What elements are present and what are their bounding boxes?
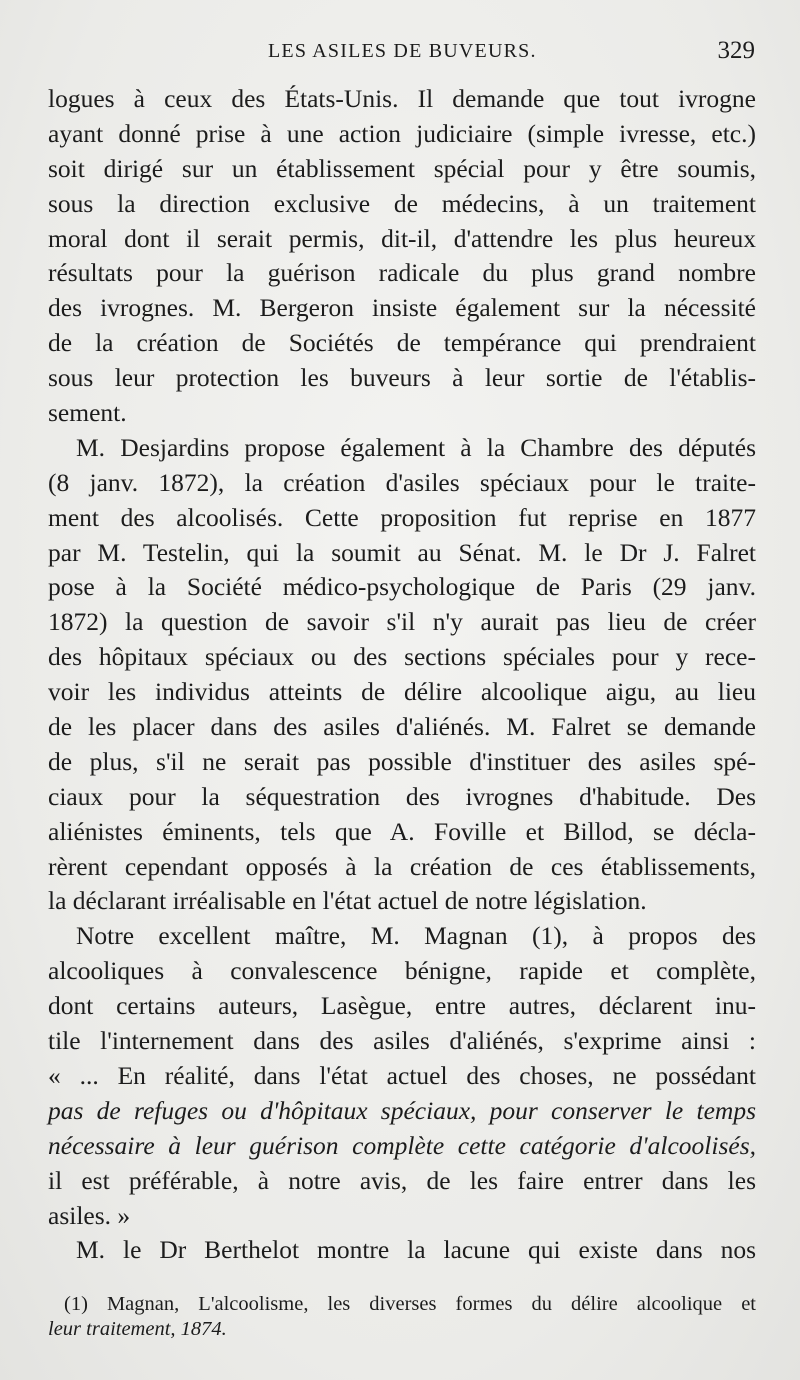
text-line: sous la direction exclusive de médecins, à un traitement: [48, 188, 756, 218]
text-line: alcooliques à convalescence bénigne, rapide et complète,: [48, 956, 756, 986]
text-line: moral dont il serait permis, dit-il, d'attendre les plus heureux: [48, 223, 756, 253]
running-title: LES ASILES DE BUVEURS.: [268, 40, 537, 62]
running-head: [50, 37, 755, 70]
quote-line: « ... En réalité, dans l'état actuel des choses, ne possédant: [48, 1060, 756, 1090]
text-line: rèrent cependant opposés à la création de ces établissements,: [48, 851, 756, 881]
text-line: logues à ceux des États-Unis. Il demande que tout ivrogne: [48, 84, 756, 113]
text-line: aliénistes éminents, tels que A. Foville et Billod, se décla-: [48, 816, 756, 846]
text-line: (8 janv. 1872), la création d'asiles spéciaux pour le traite-: [48, 467, 756, 497]
text-line: la déclarant irréalisable en l'état actuel de notre législation.: [48, 886, 647, 916]
body-text: [48, 82, 756, 1268]
quote-line: il est préférable, à notre avis, de les faire entrer dans les: [48, 1165, 756, 1195]
text-line: ciaux pour la séquestration des ivrognes d'habitude. Des: [48, 781, 756, 811]
text-line: de les placer dans des asiles d'aliénés. M. Falret se demande: [48, 712, 756, 742]
quote-line-italic: nécessaire à leur guérison complète cette catégorie d'alcoolisés,: [48, 1130, 756, 1160]
paragraph-start-line: Notre excellent maître, M. Magnan (1), à propos des: [76, 921, 756, 951]
quote-line-italic: pas de refuges ou d'hôpitaux spéciaux, pour conserver le temps: [48, 1095, 756, 1125]
text-line: tile l'internement dans des asiles d'aliénés, s'exprime ainsi :: [48, 1026, 756, 1056]
footnote-line: leur traitement, 1874.: [48, 1318, 227, 1340]
text-line: de la création de Sociétés de tempérance qui prendraient: [48, 328, 756, 358]
text-line: dont certains auteurs, Lasègue, entre autres, déclarent inu-: [48, 991, 756, 1021]
paragraph-start-line: M. le Dr Berthelot montre la lacune qui existe dans nos: [76, 1235, 756, 1265]
text-line: par M. Testelin, qui la soumit au Sénat. M. le Dr J. Falret: [48, 537, 756, 567]
quote-line: asiles. »: [48, 1200, 131, 1230]
text-line: ayant donné prise à une action judiciaire (simple ivresse, etc.): [48, 118, 756, 148]
text-line: sement.: [48, 398, 127, 428]
text-line: ment des alcoolisés. Cette proposition fut reprise en 1877: [48, 502, 756, 532]
text-line: soit dirigé sur un établissement spécial pour y être soumis,: [48, 153, 756, 183]
footnotes: [48, 1292, 756, 1342]
footnote-line: (1) Magnan, L'alcoolisme, les diverses formes du délire alcoolique et: [64, 1293, 756, 1315]
text-line: des hôpitaux spéciaux ou des sections spéciales pour y rece-: [48, 642, 756, 672]
page-number: 329: [717, 37, 755, 64]
text-line: pose à la Société médico-psychologique de Paris (29 janv.: [48, 572, 756, 602]
text-line: voir les individus atteints de délire alcoolique aigu, au lieu: [48, 677, 756, 707]
text-line: des ivrognes. M. Bergeron insiste également sur la nécessité: [48, 293, 756, 323]
text-line: sous leur protection les buveurs à leur sortie de l'établis-: [48, 363, 756, 393]
text-line: de plus, s'il ne serait pas possible d'instituer des asiles spé-: [48, 746, 756, 776]
text-line: résultats pour la guérison radicale du plus grand nombre: [48, 258, 756, 288]
text-line: 1872) la question de savoir s'il n'y aurait pas lieu de créer: [48, 607, 756, 637]
paragraph-start-line: M. Desjardins propose également à la Chambre des députés: [76, 432, 756, 462]
